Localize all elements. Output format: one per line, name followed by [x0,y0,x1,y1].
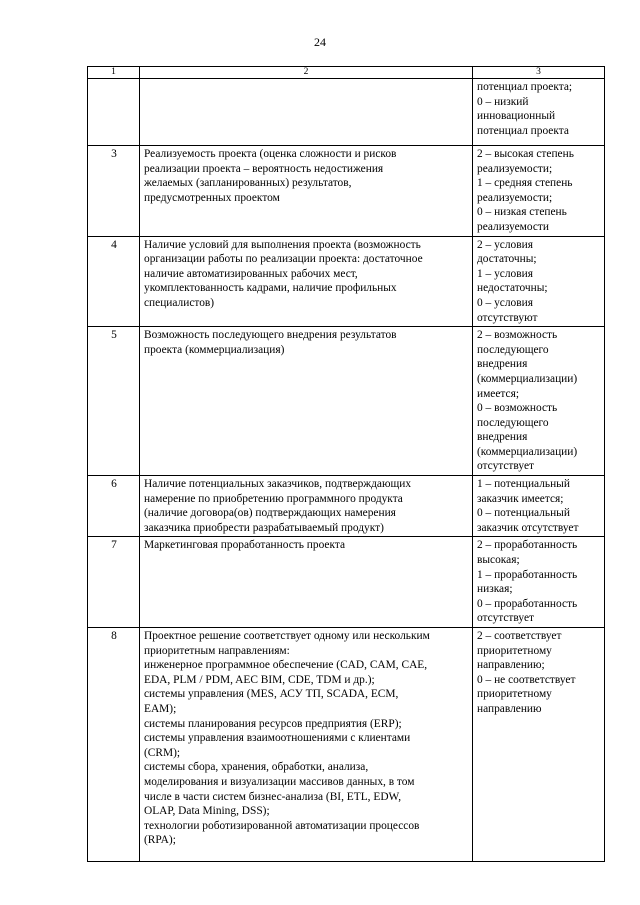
table-header-row [88,67,605,79]
criterion-line: Наличие условий для выполнения проекта (возможность [144,238,421,251]
score-line: 2 – условия [477,238,533,251]
score-line: последующего [477,343,549,356]
criterion-line: инженерное программное обеспечение (CAD, CAM, CAE, [144,659,428,672]
table-row [88,476,605,537]
criterion-number [88,79,140,146]
table-row [88,79,605,146]
criterion-description [140,327,473,476]
criterion-line: системы сбора, хранения, обработки, анализа, [144,761,369,774]
score-description [473,327,605,476]
score-line: 0 – возможность [477,402,558,415]
criterion-number: 3 [88,146,140,237]
criterion-line: EAM); [144,702,177,715]
score-description [473,236,605,327]
criterion-number: 8 [88,628,140,862]
criterion-line: Маркетинговая проработанность проекта [144,539,346,552]
score-line: 0 – проработанность [477,597,578,610]
criterion-line: проекта (коммерциализация) [144,343,285,356]
score-line: 0 – низкий [477,95,529,108]
score-line: внедрения [477,358,528,371]
score-line: направлению; [477,659,545,672]
criterion-line: системы управления (MES, АСУ ТП, SCADA, ECM, [144,688,399,701]
criterion-description [140,146,473,237]
criterion-description [140,537,473,628]
criteria-table [87,66,605,862]
table-row [88,146,605,237]
criterion-line: системы управления взаимоотношениями с клиентами [144,732,411,745]
criterion-line: технологии роботизированной автоматизации процессов [144,819,420,832]
score-line: 2 – проработанность [477,539,578,552]
table-row [88,327,605,476]
table-row [88,537,605,628]
criterion-line: Возможность последующего внедрения результатов [144,329,397,342]
criterion-number: 7 [88,537,140,628]
criterion-description [140,79,473,146]
score-description [473,537,605,628]
score-line: заказчик имеется; [477,492,564,505]
criterion-line: Наличие потенциальных заказчиков, подтверждающих [144,478,412,491]
score-line: отсутствует [477,612,534,625]
score-description [473,628,605,862]
page-number: 24 [314,35,326,49]
score-line: 0 – не соответствует [477,673,576,686]
score-line: достаточны; [477,253,537,266]
criterion-line: желаемых (запланированных) результатов, [144,177,352,190]
criterion-line: организации работы по реализации проекта: достаточное [144,253,423,266]
criterion-line: (CRM); [144,746,181,759]
score-line: отсутствуют [477,311,538,324]
criterion-line: намерение по приобретению программного продукта [144,492,403,505]
criterion-line: OLAP, Data Mining, DSS); [144,805,270,818]
score-line: внедрения [477,431,528,444]
criterion-description [140,476,473,537]
score-description [473,146,605,237]
score-line: 2 – соответствует [477,630,562,642]
score-line: приоритетному [477,688,552,701]
column-header-3: 3 [473,67,605,79]
score-line: 1 – потенциальный [477,478,570,491]
score-line: 2 – возможность [477,329,558,342]
score-line: недостаточны; [477,282,548,295]
criterion-line: предусмотренных проектом [144,191,280,204]
criterion-number: 6 [88,476,140,537]
criterion-line: специалистов) [144,296,215,309]
score-line: 1 – проработанность [477,568,578,581]
score-line: высокая; [477,554,520,567]
score-line: 0 – потенциальный [477,507,570,520]
score-line: 1 – условия [477,267,533,280]
table-row [88,628,605,862]
score-line: (коммерциализации) [477,445,578,458]
score-line: реализуемости; [477,162,553,175]
criterion-line: Реализуемость проекта (оценка сложности и рисков [144,148,397,160]
score-line: инновационный [477,110,556,123]
score-line: (коммерциализации) [477,372,578,385]
score-line: 0 – условия [477,296,533,309]
score-line: потенциал проекта; [477,81,573,93]
criterion-description [140,628,473,862]
criterion-line: Проектное решение соответствует одному или нескольким [144,630,430,642]
score-line: отсутствует [477,460,534,473]
criterion-number: 5 [88,327,140,476]
criterion-number: 4 [88,236,140,327]
score-line: 1 – средняя степень [477,177,573,190]
score-line: 2 – высокая степень [477,148,574,160]
criterion-line: заказчика приобрести разрабатываемый продукт) [144,521,384,534]
column-header-1: 1 [88,67,140,79]
criterion-line: моделирования и визуализации массивов данных, в том [144,775,415,788]
criterion-line: (наличие договора(ов) подтверждающих намерения [144,507,396,520]
score-line: имеется; [477,387,519,400]
criterion-line: (RPA); [144,834,176,847]
score-line: низкая; [477,583,513,596]
criterion-line: числе в части систем бизнес-анализа (BI, ETL, EDW, [144,790,402,803]
score-line: реализуемости [477,220,550,233]
score-line: 0 – низкая степень [477,206,567,219]
criterion-line: укомплектованность кадрами, наличие профильных [144,282,397,295]
score-line: последующего [477,416,549,429]
score-line: потенциал проекта [477,124,569,137]
criterion-line: реализации проекта – вероятность недостижения [144,162,384,175]
criterion-line: системы планирования ресурсов предприятия (ERP); [144,717,402,730]
criterion-line: EDA, PLM / PDM, AEC BIM, CDE, TDM и др.); [144,673,375,686]
score-line: приоритетному [477,644,552,657]
score-description [473,476,605,537]
criterion-line: наличие автоматизированных рабочих мест, [144,267,358,280]
score-description [473,79,605,146]
score-line: реализуемости; [477,191,553,204]
criterion-description [140,236,473,327]
criterion-line: приоритетным направлениям: [144,644,290,657]
score-line: заказчик отсутствует [477,521,579,534]
table-row [88,236,605,327]
column-header-2: 2 [140,67,473,79]
score-line: направлению [477,702,542,715]
